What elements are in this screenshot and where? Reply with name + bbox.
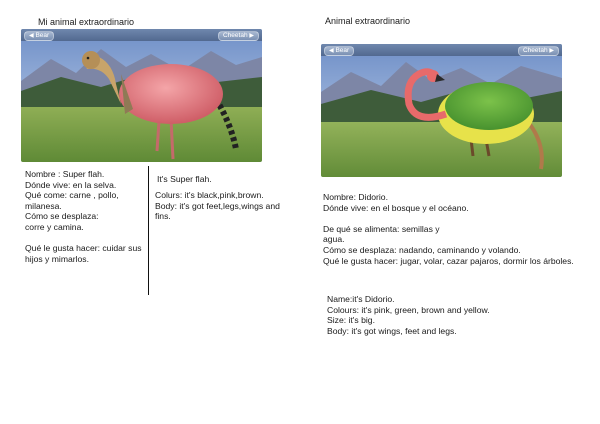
text-line: Nombre: Didorio.	[323, 192, 388, 202]
chevron-left-icon: ◀	[329, 48, 334, 54]
right-next-button[interactable]	[518, 46, 559, 56]
vertical-divider	[148, 166, 149, 295]
text-line	[25, 233, 142, 244]
right-prev-label: Bear	[335, 47, 350, 54]
right-prev-button[interactable]	[324, 46, 354, 56]
text-line: De qué se alimenta: semillas y	[323, 223, 440, 234]
text-line: Body: it's got wings, feet and legs.	[327, 325, 457, 336]
right-next-label: Cheetah	[522, 47, 548, 54]
chevron-right-icon: ▶	[249, 33, 254, 39]
text-line: Colurs: it's black,pink,brown.	[155, 190, 264, 200]
left-card-heading: Mi animal extraordinario	[38, 17, 135, 27]
left-photo-scene	[21, 29, 262, 162]
text-line: milanesa.	[25, 200, 62, 211]
left-prev-button[interactable]	[24, 31, 54, 41]
text-line: agua.	[323, 234, 345, 245]
left-next-label: Cheetah	[222, 32, 248, 39]
right-english-description	[327, 294, 490, 336]
text-line: Body: it's got feet,legs,wings and	[155, 200, 280, 211]
text-line: Dónde vive: en el bosque y el océano.	[323, 202, 469, 213]
text-line	[323, 213, 574, 224]
text-line: Cómo se desplaza: nadando, caminando y volando.	[323, 244, 521, 255]
chevron-right-icon: ▶	[549, 48, 554, 54]
text-line: Qué le gusta hacer: jugar, volar, cazar pajaros, dormir los árboles.	[323, 255, 574, 266]
text-line: Cómo se desplaza:	[25, 211, 99, 222]
right-photo-scene	[321, 44, 562, 177]
right-spanish-description	[323, 192, 574, 266]
text-line: Dónde vive: en la selva.	[25, 179, 117, 190]
text-line: Name:it's Didorio.	[327, 294, 395, 304]
right-animal-photo	[321, 44, 562, 177]
left-english-description	[155, 190, 280, 222]
chevron-left-icon: ◀	[29, 33, 34, 39]
left-english-title: It's Super flah.	[157, 174, 212, 184]
left-animal-photo	[21, 29, 262, 162]
left-spanish-description	[25, 169, 142, 264]
text-line: Size: it's big.	[327, 315, 375, 326]
left-next-button[interactable]	[218, 31, 259, 41]
text-line: Qué come: carne , pollo,	[25, 190, 119, 201]
right-card-heading: Animal extraordinario	[325, 16, 411, 26]
text-line: Colours: it's pink, green, brown and yellow.	[327, 304, 490, 315]
left-prev-label: Bear	[35, 32, 50, 39]
text-line: corre y camina.	[25, 221, 84, 232]
text-line: Nombre : Super flah.	[25, 169, 105, 179]
text-line: Qué le gusta hacer: cuidar sus	[25, 243, 142, 254]
text-line: fins.	[155, 211, 171, 222]
text-line: hijos y mimarlos.	[25, 253, 89, 264]
